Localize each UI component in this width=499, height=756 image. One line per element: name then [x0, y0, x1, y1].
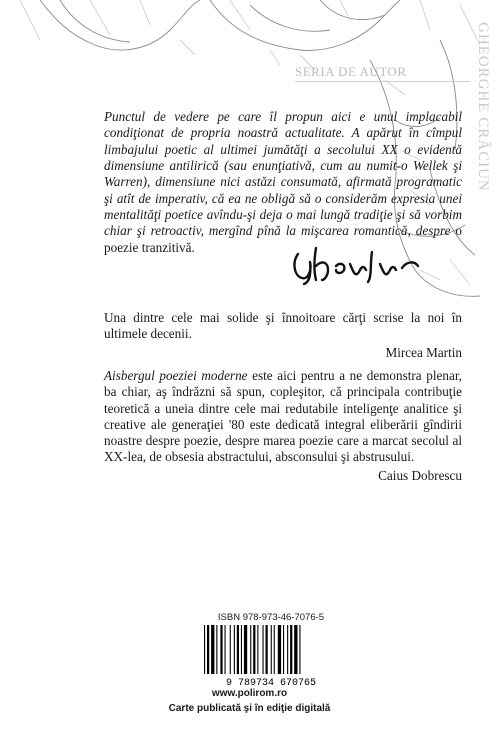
- isbn-label: ISBN 978-973-46-7076-5: [217, 612, 325, 623]
- isbn-block: [196, 612, 346, 687]
- barcode-bar: [241, 625, 242, 674]
- barcode-bar: [207, 625, 209, 674]
- barcode-bar: [274, 625, 275, 674]
- barcode-bar: [234, 625, 235, 674]
- barcode-bar: [250, 625, 251, 674]
- barcode-bar: [257, 625, 258, 674]
- blurb-caius-dobrescu: [104, 368, 462, 484]
- barcode-bar: [225, 625, 226, 674]
- barcode-bar: [290, 625, 292, 674]
- digital-edition-note: Carte publicată şi în ediţie digitală: [168, 703, 331, 714]
- book-title: Aisbergul poeziei moderne: [104, 368, 248, 383]
- blurb-mircea-martin: [104, 310, 462, 361]
- barcode-bar: [204, 625, 205, 674]
- barcode-bar: [253, 625, 255, 674]
- barcode-bar: [211, 625, 214, 674]
- barcode-bar: [271, 625, 272, 674]
- barcode-bar: [278, 625, 281, 674]
- barcode-bar: [216, 625, 217, 674]
- author-quote-text: Punctul de vedere pe care îl propun aici e unul implacabil condiţionat de propria noastră actualitate. A apărut în cîmpul limbajului poetic al ultimei jumătăţi a secolului XX o evidentă dimensiune antilirică (sau enunţiativă, cum au numit-o Wellek şi Warren), dimensiune nici astăzi consumată, afirmată programatic şi atît de imperativ, că ea ne obligă să o considerăm expresia unei mentalităţi poetice avîndu-şi deja o mai lungă tradiţie şi să vorbim chiar şi retroactiv, mergînd pînă la mişcarea romantică, despre: [104, 109, 462, 239]
- author-signature: [290, 240, 425, 286]
- series-divider: [295, 81, 470, 82]
- author-quote: [104, 109, 462, 256]
- blurb-text: Una dintre cele mai solide şi înnoitoare cărţi scrise la noi în ultimele decenii.: [104, 310, 462, 342]
- blurb-author: Mircea Martin: [385, 344, 462, 360]
- barcode-bar: [266, 625, 268, 674]
- barcode: [196, 625, 346, 687]
- blurb-body: este aici pentru a ne demonstra plenar, ba chiar, aş îndrăzni să spun, copleşitor, că principala contribuţie teoretică a uneia dintre cele mai redutabile inteligenţe analitice şi creative ale generaţiei '80 este dedicată integral eliberării gîndirii noastre despre poezie, despre marea poezie care a marcat secolul al XX-lea, de obsesia abstractului, absconsului şi abstrusului.: [104, 368, 462, 465]
- blurb-author: Caius Dobrescu: [378, 467, 462, 483]
- author-name-vertical: GHEORGHE CRĂCIUN: [475, 22, 491, 192]
- barcode-bar: [283, 625, 284, 674]
- barcode-bar: [263, 625, 264, 674]
- barcode-bar: [220, 625, 222, 674]
- barcode-bar: [294, 625, 297, 674]
- barcode-digits: 9 789734 670765: [225, 678, 317, 687]
- author-quote-tail: o poezie tranzitivă.: [104, 223, 462, 255]
- publisher-website: www.polirom.ro: [211, 688, 288, 699]
- series-label: SERIA DE AUTOR: [295, 64, 407, 79]
- barcode-bar: [299, 625, 300, 674]
- barcode-bar: [287, 625, 288, 674]
- barcode-bar: [244, 625, 247, 674]
- blurb-text: [104, 368, 462, 466]
- barcode-bar: [237, 625, 239, 674]
- barcode-bar: [230, 625, 231, 674]
